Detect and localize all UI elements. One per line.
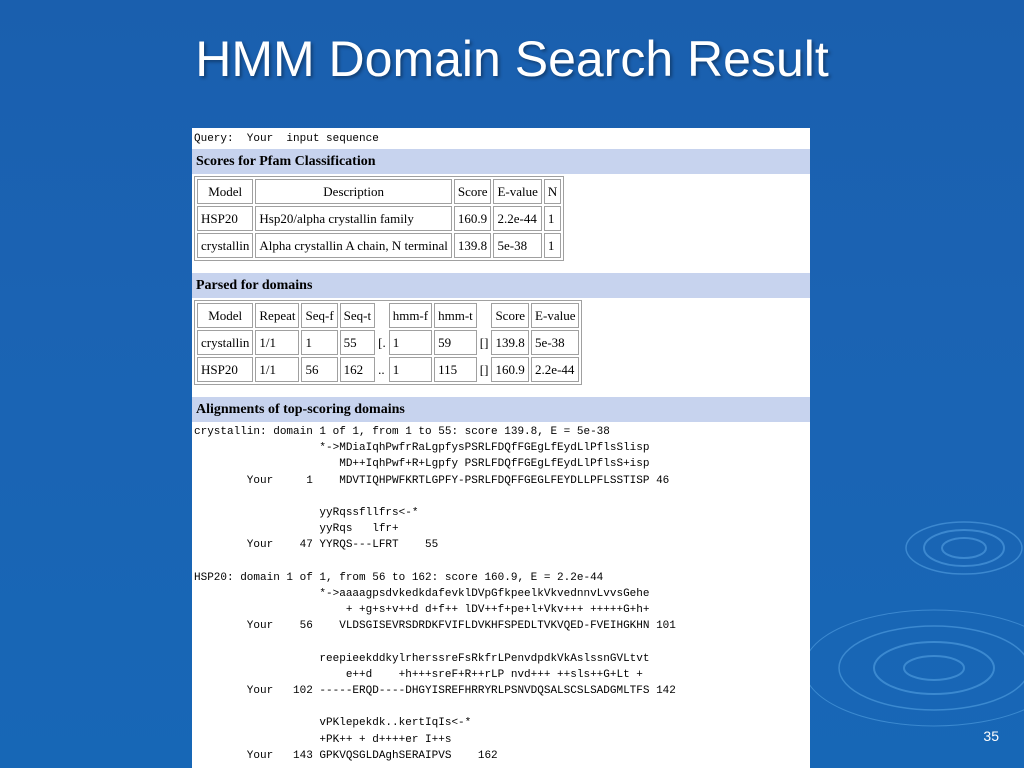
alignment-line: MD++IqhPwf+R+Lgpfy PSRLFDQfFGEgLfEydLlPflsS+isp (194, 458, 650, 471)
pfam-column-header: N (544, 179, 561, 204)
parsed-cell: .. (378, 361, 385, 377)
parsed-cell: 55 (340, 330, 375, 355)
pfam-cell: crystallin (197, 233, 253, 258)
hmm-result-panel (192, 128, 810, 768)
parsed-cell: 160.9 (491, 357, 529, 382)
parsed-column-header: Seq-t (340, 303, 375, 328)
parsed-column-header: Repeat (255, 303, 299, 328)
parsed-cell: [] (479, 334, 489, 350)
pfam-column-header: Score (454, 179, 492, 204)
parsed-column-header (479, 303, 490, 328)
parsed-row (197, 357, 579, 382)
alignment-line: crystallin: domain 1 of 1, from 1 to 55: score 139.8, E = 5e-38 (194, 426, 610, 438)
alignment-line: *->MDiaIqhPwfrRaLgpfysPSRLFDQfFGEgLfEydLlPflsSlisp (194, 442, 650, 455)
pfam-cell: Alpha crystallin A chain, N terminal (255, 233, 451, 258)
alignment-line (194, 699, 808, 715)
parsed-cell: [. (378, 334, 386, 350)
alignment-line: *->aaaagpsdvkedkdafevklDVpGfkpeelkVkvednnvLvvsGehe (194, 587, 650, 600)
alignment-line: +PK++ + d++++er I++s (194, 733, 452, 746)
parsed-cell: crystallin (197, 330, 253, 355)
alignment-text (192, 422, 810, 764)
pfam-cell: 1 (544, 233, 561, 258)
parsed-column-header: hmm-f (389, 303, 432, 328)
pfam-cell: Hsp20/alpha crystallin family (255, 206, 451, 231)
parsed-row (197, 330, 579, 355)
parsed-cell: HSP20 (197, 357, 253, 382)
alignment-line: e++d +h+++sreF+R++rLP nvd+++ ++sls++G+Lt + (194, 668, 643, 681)
alignment-line: reepieekddkylrherssreFsRkfrLPenvdpdkVkAslssnGVLtvt (194, 652, 650, 665)
alignment-line: Your 102 -----ERQD----DHGYISREFHRRYRLPSNVDQSALSCSLSADGMLTFS 142 (194, 685, 676, 697)
parsed-cell: 1 (389, 357, 432, 382)
slide-title: HMM Domain Search Result (195, 31, 829, 87)
parsed-domains-table (194, 300, 582, 385)
alignment-line: Your 143 GPKVQSGLDAghSERAIPVS 162 (194, 749, 498, 762)
parsed-cell: 59 (434, 330, 477, 355)
parsed-cell: 1 (301, 330, 337, 355)
pfam-row (197, 233, 561, 258)
parsed-column-header: E-value (531, 303, 579, 328)
alignment-line (194, 634, 808, 650)
pfam-cell: 2.2e-44 (493, 206, 541, 231)
parsed-cell: [] (479, 361, 489, 377)
parsed-column-header: Score (491, 303, 529, 328)
parsed-cell: 162 (340, 357, 375, 382)
pfam-cell: 5e-38 (493, 233, 541, 258)
alignment-line: yyRqssfllfrs<-* (194, 506, 419, 519)
alignment-line: HSP20: domain 1 of 1, from 56 to 162: score 160.9, E = 2.2e-44 (194, 571, 604, 584)
parsed-column-header: Seq-f (301, 303, 337, 328)
parsed-cell: 115 (434, 357, 477, 382)
alignment-line: Your 56 VLDSGISEVRSDRDKFVIFLDVKHFSPEDLTVKVQED-FVEIHGKHN 101 (194, 620, 676, 633)
alignment-line: yyRqs lfr+ (194, 523, 399, 536)
pfam-scores-table (194, 176, 564, 261)
alignment-line: Your 47 YYRQS---LFRT 55 (194, 539, 439, 552)
parsed-cell: 2.2e-44 (531, 357, 579, 382)
pfam-column-header: Model (197, 179, 253, 204)
query-line: Query: Your input sequence (194, 133, 379, 145)
alignments-header: Alignments of top-scoring domains (192, 397, 810, 422)
pfam-scores-header: Scores for Pfam Classification (192, 149, 810, 174)
pfam-row (197, 206, 561, 231)
parsed-cell: 139.8 (491, 330, 529, 355)
pfam-cell: 139.8 (454, 233, 492, 258)
parsed-column-header (377, 303, 387, 328)
parsed-cell: 56 (301, 357, 337, 382)
parsed-cell: 1 (389, 330, 432, 355)
pfam-cell: 160.9 (454, 206, 492, 231)
pfam-cell: 1 (544, 206, 561, 231)
parsed-column-header: Model (197, 303, 253, 328)
pfam-column-header: Description (255, 179, 451, 204)
slide-number: 35 (983, 728, 999, 744)
alignment-line (194, 554, 808, 570)
alignment-line: vPKlepekdk..kertIqIs<-* (194, 717, 472, 730)
pfam-cell: HSP20 (197, 206, 253, 231)
parsed-cell: 5e-38 (531, 330, 579, 355)
parsed-cell: 1/1 (255, 330, 299, 355)
alignment-line: + +g+s+v++d d+f++ lDV++f+pe+l+Vkv+++ +++++G+h+ (194, 604, 650, 617)
alignment-line (194, 489, 808, 505)
pfam-column-header: E-value (493, 179, 541, 204)
parsed-cell: 1/1 (255, 357, 299, 382)
parsed-column-header: hmm-t (434, 303, 477, 328)
alignment-line: Your 1 MDVTIQHPWFKRTLGPFY-PSRLFDQFFGEGLFEYDLLPFLSSTISP 46 (194, 474, 670, 487)
parsed-domains-header: Parsed for domains (192, 273, 810, 298)
